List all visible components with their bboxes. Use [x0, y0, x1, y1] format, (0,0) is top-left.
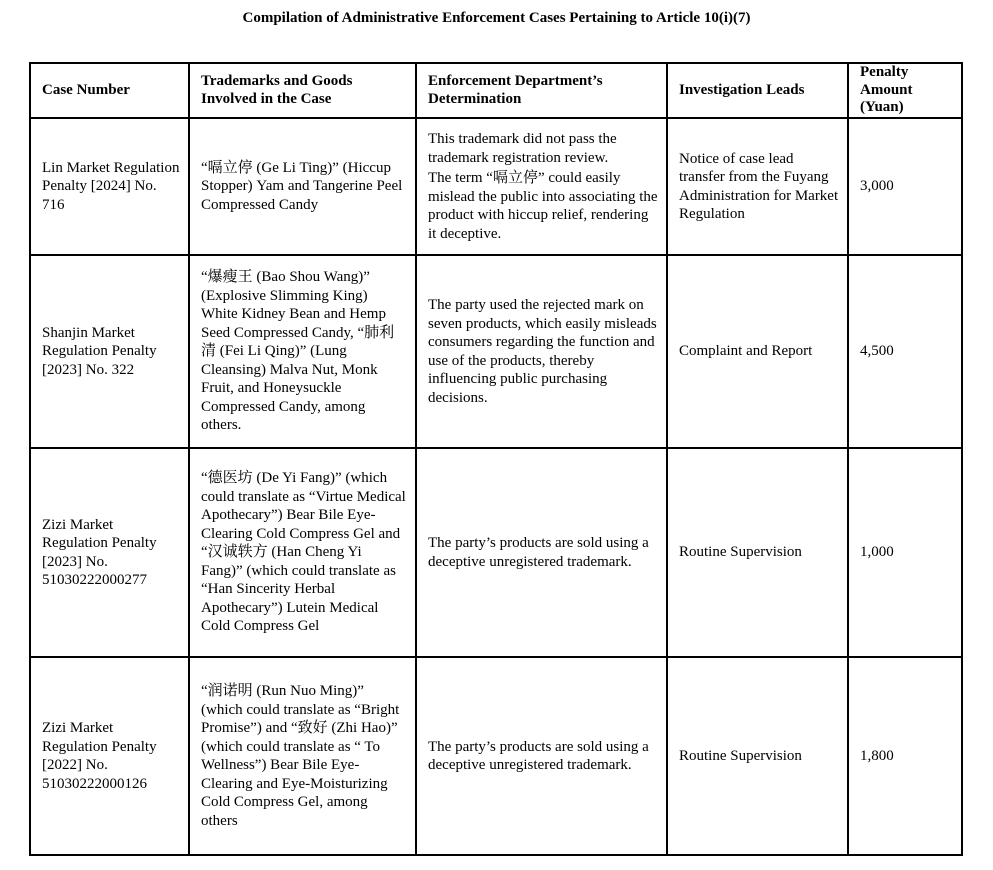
penalty-amount-cell: 4,500 [848, 255, 962, 448]
header-trademarks-goods: Trademarks and Goods Involved in the Case [189, 63, 416, 118]
penalty-amount-cell: 1,000 [848, 448, 962, 657]
header-investigation-leads: Investigation Leads [667, 63, 848, 118]
determination-cell: The party’s products are sold using a deceptive unregistered trademark. [416, 657, 667, 855]
table-row [30, 118, 962, 255]
document-title: Compilation of Administrative Enforcement Cases Pertaining to Article 10(i)(7) [242, 10, 751, 26]
header-case-number: Case Number [30, 63, 189, 118]
penalty-amount-cell: 1,800 [848, 657, 962, 855]
header-penalty-amount: Penalty Amount (Yuan) [848, 63, 962, 118]
header-determination: Enforcement Department’s Determination [416, 63, 667, 118]
case-number-cell: Shanjin Market Regulation Penalty [2023] No. 322 [30, 255, 189, 448]
determination-cell [416, 118, 667, 255]
table-row [30, 448, 962, 657]
penalty-amount-cell: 3,000 [848, 118, 962, 255]
trademarks-goods-cell: “德医坊 (De Yi Fang)” (which could translate as “Virtue Medical Apothecary”) Bear Bile Eye-Clearing Cold Compress Gel and “汉诚轶方 (Han Cheng Yi Fang)” (which could translate as “Han Sincerity Herbal Apothecary”) Lutein Medical Cold Compress Gel [189, 448, 416, 657]
investigation-leads-cell: Notice of case lead transfer from the Fuyang Administration for Market Regulation [667, 118, 848, 255]
determination-paragraph: This trademark did not pass the trademark registration review. [428, 131, 617, 166]
investigation-leads-cell: Complaint and Report [667, 255, 848, 448]
case-number-cell: Zizi Market Regulation Penalty [2022] No. 51030222000126 [30, 657, 189, 855]
investigation-leads-cell: Routine Supervision [667, 657, 848, 855]
trademarks-goods-cell: “嗝立停 (Ge Li Ting)” (Hiccup Stopper) Yam and Tangerine Peel Compressed Candy [189, 118, 416, 255]
investigation-leads-cell: Routine Supervision [667, 448, 848, 657]
trademarks-goods-cell: “爆瘦王 (Bao Shou Wang)” (Explosive Slimming King) White Kidney Bean and Hemp Seed Compressed Candy, “肺利清 (Fei Li Qing)” (Lung Cleansing) Malva Nut, Monk Fruit, and Honeysuckle Compressed Candy, among others. [189, 255, 416, 448]
case-number-cell: Zizi Market Regulation Penalty [2023] No. 51030222000277 [30, 448, 189, 657]
determination-paragraph: The term “嗝立停” could easily mislead the public into associating the product with hiccup relief, rendering it deceptive. [428, 170, 658, 242]
enforcement-cases-table [29, 62, 963, 856]
trademarks-goods-cell: “润诺明 (Run Nuo Ming)” (which could translate as “Bright Promise”) and “致好 (Zhi Hao)” (which could translate as “ To Wellness”) Bear Bile Eye-Clearing and Eye-Moisturizing Cold Compress Gel, among others [189, 657, 416, 855]
table-header-row [30, 63, 962, 118]
case-number-cell: Lin Market Regulation Penalty [2024] No. 716 [30, 118, 189, 255]
table-row [30, 255, 962, 448]
determination-cell: The party’s products are sold using a deceptive unregistered trademark. [416, 448, 667, 657]
determination-cell: The party used the rejected mark on seven products, which easily misleads consumers regarding the function and use of the products, thereby influencing public purchasing decisions. [416, 255, 667, 448]
table-row [30, 657, 962, 855]
